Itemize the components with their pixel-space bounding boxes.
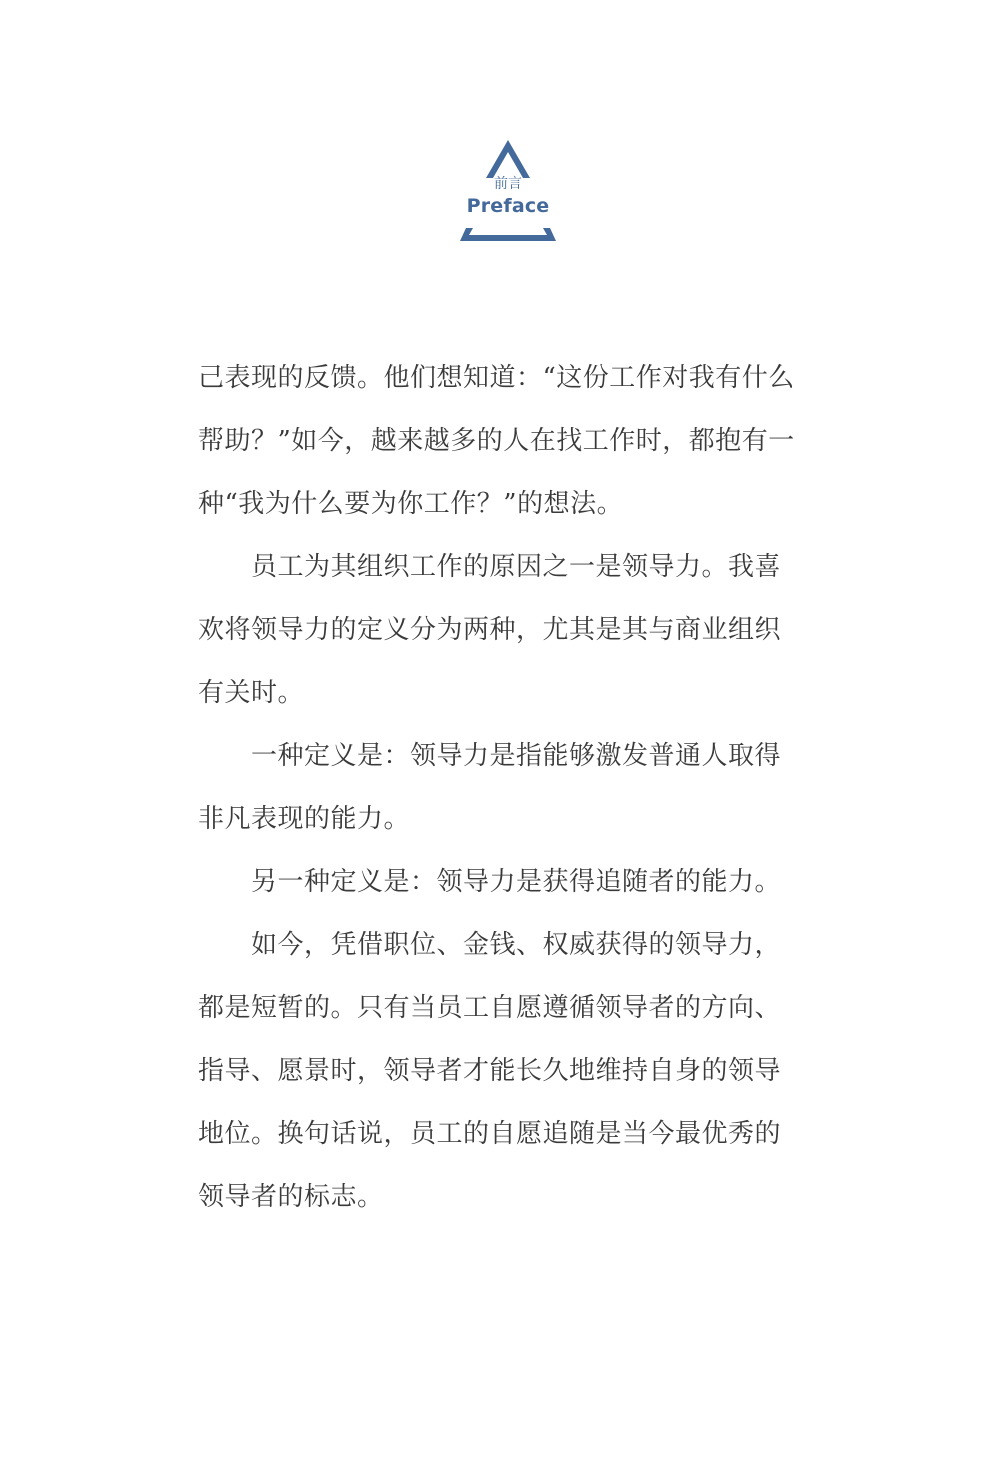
section-title-cn: 前言 (494, 176, 522, 192)
body-line: 己表现的反馈。他们想知道：“这份工作对我有什么 (198, 363, 795, 393)
body-line: 都是短暂的。只有当员工自愿遵循领导者的方向、 (198, 993, 782, 1023)
paragraph-first-line: 另一种定义是：领导力是获得追随者的能力。 (251, 867, 782, 897)
body-line: 地位。换句话说，员工的自愿追随是当今最优秀的 (198, 1119, 782, 1149)
paragraph-first-line: 一种定义是：领导力是指能够激发普通人取得 (251, 741, 782, 771)
body-line: 有关时。 (198, 678, 305, 708)
section-title-en: Preface (466, 195, 550, 217)
preface-body (198, 347, 820, 1229)
body-line: 帮助？”如今，越来越多的人在找工作时，都抱有一 (198, 426, 795, 456)
body-line: 欢将领导力的定义分为两种，尤其是其与商业组织 (198, 615, 782, 645)
body-line: 领导者的标志。 (198, 1182, 384, 1212)
body-line: 种“我为什么要为你工作？”的想法。 (198, 489, 624, 519)
paragraph-first-line: 如今，凭借职位、金钱、权威获得的领导力， (251, 930, 782, 960)
preface-emblem (458, 138, 558, 244)
body-line: 非凡表现的能力。 (198, 804, 411, 834)
body-line: 指导、愿景时，领导者才能长久地维持自身的领导 (198, 1056, 782, 1086)
paragraph-first-line: 员工为其组织工作的原因之一是领导力。我喜 (251, 552, 782, 582)
